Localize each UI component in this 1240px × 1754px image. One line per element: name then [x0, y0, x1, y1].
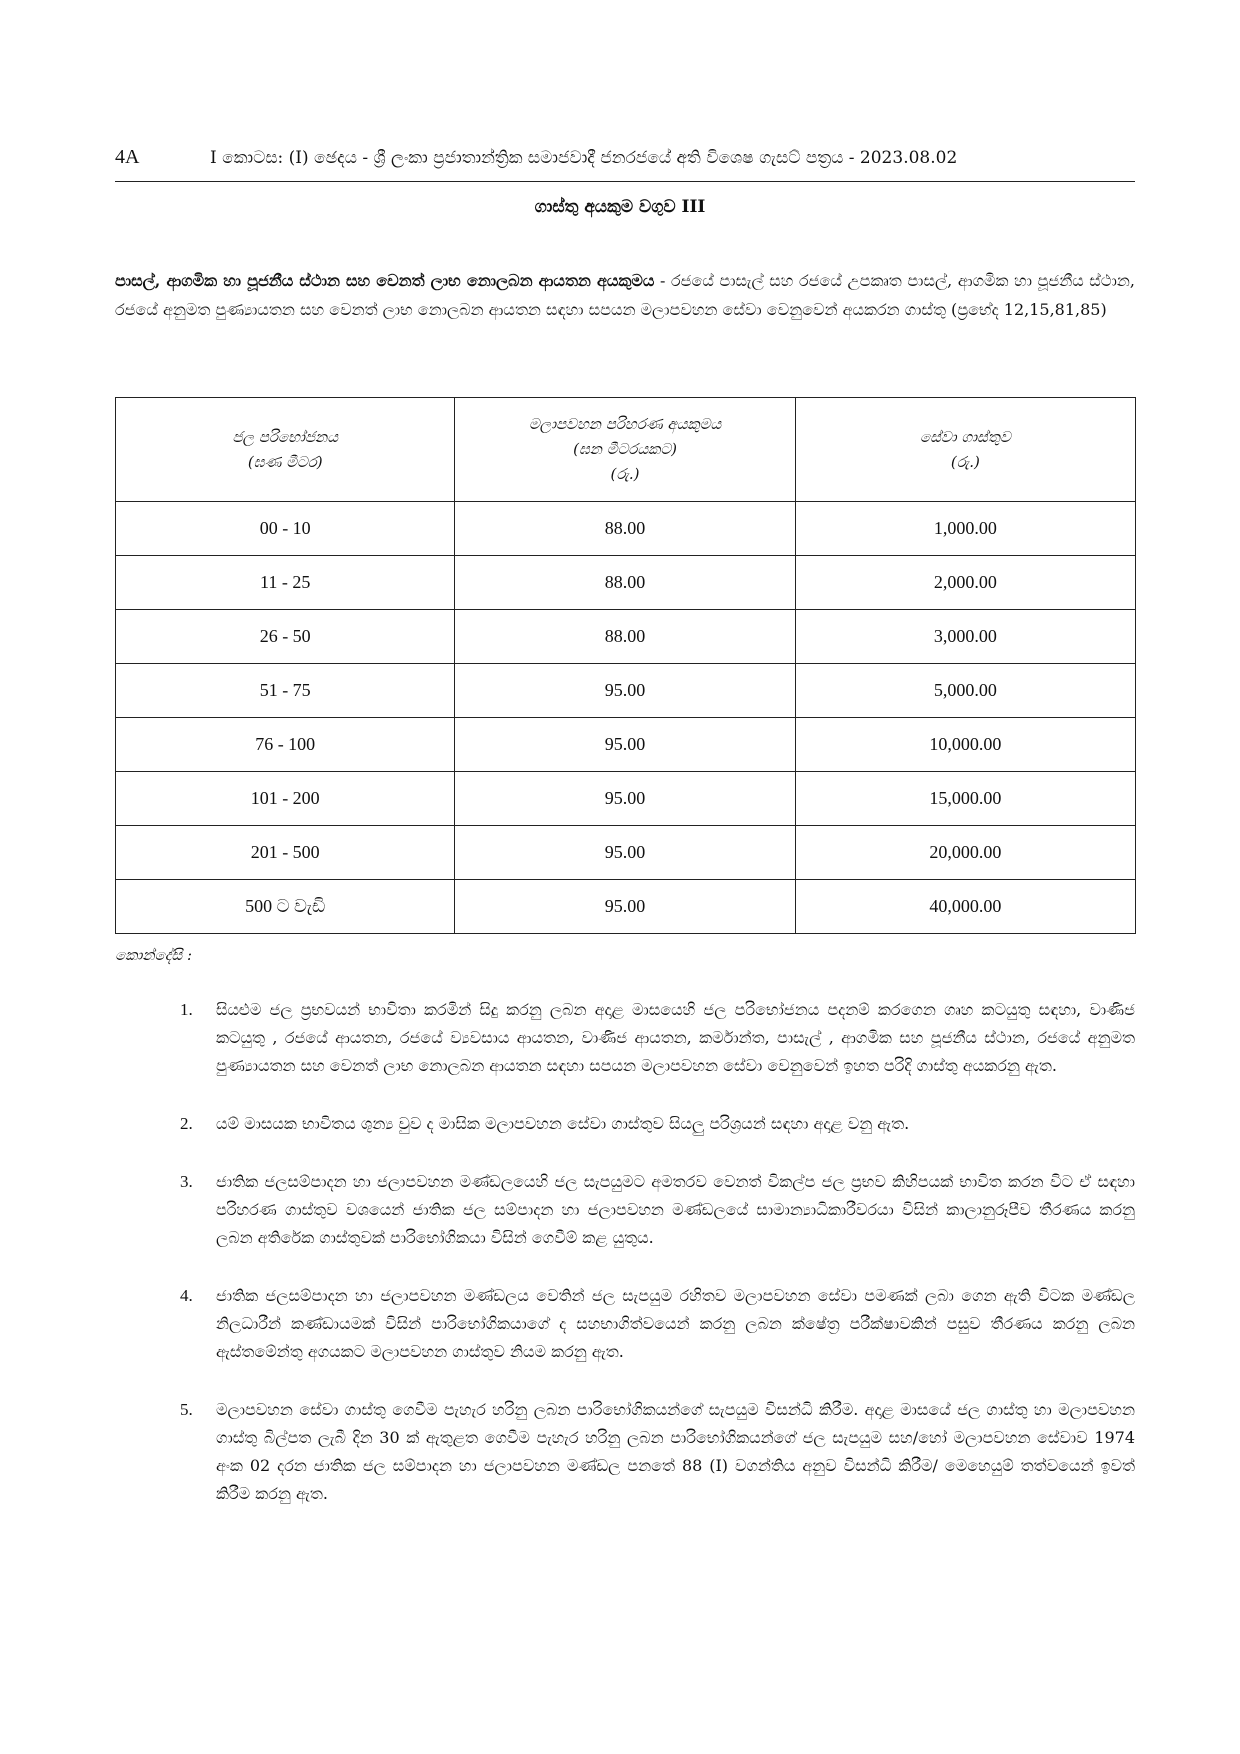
cell-consumption: 201 - 500 [116, 826, 455, 880]
cell-consumption: 11 - 25 [116, 556, 455, 610]
cell-consumption: 26 - 50 [116, 610, 455, 664]
header-line: ජල පරිභෝජනය [232, 427, 339, 446]
table-row [116, 880, 1136, 934]
header-line: (රු.) [950, 452, 980, 471]
condition-number: 5. [180, 1400, 193, 1419]
cell-service-charge: 1,000.00 [795, 502, 1135, 556]
condition-number: 3. [180, 1172, 193, 1191]
header-sewerage-rate [455, 398, 795, 502]
cell-rate: 88.00 [455, 610, 795, 664]
table-row [116, 610, 1136, 664]
condition-text: යම් මාසයක භාවිතය ශුන්‍ය වුව ද මාසික මලාපවහන සේවා ගාස්තුව සියලු පරිශ්‍රයන් සඳහා අදාළ වනු ඇත. [216, 1114, 910, 1133]
header-line: (රු.) [610, 465, 640, 483]
intro-paragraph [115, 266, 1135, 324]
cell-service-charge: 15,000.00 [795, 772, 1135, 826]
condition-item [180, 1282, 1135, 1366]
cell-service-charge: 2,000.00 [795, 556, 1135, 610]
cell-consumption: 500 ට වැඩි [116, 880, 455, 934]
header-line: මලාපවහන පරිහරණ අයකුමය [528, 415, 722, 433]
tariff-table [115, 397, 1136, 934]
header-line: සේවා ගාස්තුව [919, 427, 1011, 446]
cell-consumption: 101 - 200 [116, 772, 455, 826]
header-line: (ඝන මීටරයකට) [573, 440, 677, 458]
header-line: (ඝණ මීටර) [247, 452, 323, 471]
intro-bold-heading: පාසල්, ආගමික හා පූජනීය ස්ථාන සහ වෙනත් ලාභ නොලබන ආයතන අයකුමය [115, 271, 655, 290]
cell-consumption: 00 - 10 [116, 502, 455, 556]
table-row [116, 556, 1136, 610]
page-header [115, 142, 1135, 182]
header-divider [115, 181, 1135, 182]
condition-item [180, 1168, 1135, 1252]
page-number: 4A [115, 146, 140, 168]
cell-service-charge: 5,000.00 [795, 664, 1135, 718]
cell-rate: 95.00 [455, 664, 795, 718]
cell-rate: 88.00 [455, 502, 795, 556]
condition-item [180, 996, 1135, 1080]
table-row [116, 664, 1136, 718]
cell-consumption: 51 - 75 [116, 664, 455, 718]
gazette-header-title: I කොටස: (I) ඡෙදය - ශ්‍රී ලංකා ප්‍රජාතාන්ත්‍රික සමාජවාදී ජනරජයේ අති විශෙෂ ගැසට් පත්‍රය - 2023.08.02 [210, 148, 958, 168]
condition-text: ජාතික ජලසම්පාදන හා ජලාපවහන මණ්ඩලය වෙතින් ජල සැපයුම රහිතව මලාපවහන සේවා පමණක් ලබා ගෙන ඇති විටක මණ්ඩල නිලධාරීන් කණ්ඩායමක් විසින් පාරිභෝගිකයාගේ ද සහභාගිත්වයෙන් කරනු ලබන ක්ෂේත්‍ර පරීක්ෂාවකින් පසුව තීරණය කරනු ලබන ඇස්තමේන්තු අගයකට මලාපවහන ගාස්තුව නියම කරනු ඇත. [216, 1286, 1135, 1361]
cell-service-charge: 20,000.00 [795, 826, 1135, 880]
cell-service-charge: 40,000.00 [795, 880, 1135, 934]
condition-number: 4. [180, 1286, 193, 1305]
cell-service-charge: 10,000.00 [795, 718, 1135, 772]
intro-text: - රජයේ පාසැල් සහ රජයේ උපකෘත පාසල්, ආගමික හා පූජනීය ස්ථාන, රජයේ අනුමත පුණ්‍යායතන සහ වෙනත් ලාභ නොලබන ආයතන සඳහා සපයන මලාපවහන සේවා වෙනුවෙන් අයකරන ගාස්තු (ප්‍රභේද 12,15,81,85) [115, 271, 1135, 319]
table-row [116, 826, 1136, 880]
cell-rate: 95.00 [455, 826, 795, 880]
header-water-consumption [116, 398, 455, 502]
conditions-list [180, 996, 1135, 1508]
cell-rate: 95.00 [455, 880, 795, 934]
condition-text: ජාතික ජලසම්පාදන හා ජලාපවහන මණ්ඩලයෙහි ජල සැපයුමට අමතරව වෙනත් විකල්ප ජල ප්‍රභව කිහිපයක් භාවිත කරන විට ඒ සඳහා පරිහරණ ගාස්තුව වශයෙන් ජාතික ජල සම්පාදන හා ජලාපවහන මණ්ඩලයේ සාමාන්‍යාධිකාරීවරයා විසින් කාලානුරූපීව තීරණය කරනු ලබන අතිරේක ගාස්තුවක් පාරිභෝගිකයා විසින් ගෙවීම් කළ යුතුය. [216, 1172, 1135, 1247]
schedule-title: ගාස්තු අයකුම වගුව III [534, 197, 706, 217]
cell-rate: 95.00 [455, 772, 795, 826]
condition-number: 1. [180, 1000, 193, 1019]
cell-consumption: 76 - 100 [116, 718, 455, 772]
table-row [116, 502, 1136, 556]
condition-item [180, 1110, 1135, 1138]
condition-text: මලාපවහන සේවා ගාස්තු ගෙවීම පැහැර හරිනු ලබන පාරිභෝගිකයන්ගේ සැපයුම විසන්ධි කිරීම. අදාළ මාසයේ ජල ගාස්තු හා මලාපවහන ගාස්තු බිල්පත ලැබී දින 30 ක් ඇතුළත ගෙවීම පැහැර හරිනු ලබන පාරිභෝගිකයන්ගේ ජල සැපයුම සහ/හෝ මලාපවහන සේවාව 1974 අංක 02 දරන ජාතික ජල සම්පාදන හා ජලාපවහන මණ්ඩල පනතේ 88 (I) වගන්තිය අනුව විසන්ධි කිරීම/ මෙහෙයුම් තත්වයෙන් ඉවත් කිරීම කරනු ඇත. [216, 1400, 1135, 1503]
header-service-charge [795, 398, 1135, 502]
cell-service-charge: 3,000.00 [795, 610, 1135, 664]
table-row [116, 772, 1136, 826]
conditions-label: කොන්දේසි : [115, 946, 192, 964]
table-header-row [116, 398, 1136, 502]
condition-number: 2. [180, 1114, 193, 1133]
table-row [116, 718, 1136, 772]
condition-text: සියළුම ජල ප්‍රභවයන් භාවිතා කරමින් සිදු කරනු ලබන අදාළ මාසයෙහි ජල පරිභෝජනය පදනම් කරගෙන ගෘහ කටයුතු සඳහා, වාණිජ කටයුතු , රජයේ ආයතන, රජයේ ව්‍යවසාය ආයතන, වාණිජ ආයතන, කර්මාන්ත, පාසැල් , ආගමික සහ පූජනීය ස්ථාන, රජයේ අනුමත පුණ්‍යායතන සහ වෙනත් ලාභ නොලබන ආයතන සඳහා සපයන මලාපවහන සේවා වෙනුවෙන් ඉහත පරිදි ගාස්තු අයකරනු ඇත. [216, 1000, 1135, 1075]
cell-rate: 88.00 [455, 556, 795, 610]
condition-item [180, 1396, 1135, 1508]
cell-rate: 95.00 [455, 718, 795, 772]
